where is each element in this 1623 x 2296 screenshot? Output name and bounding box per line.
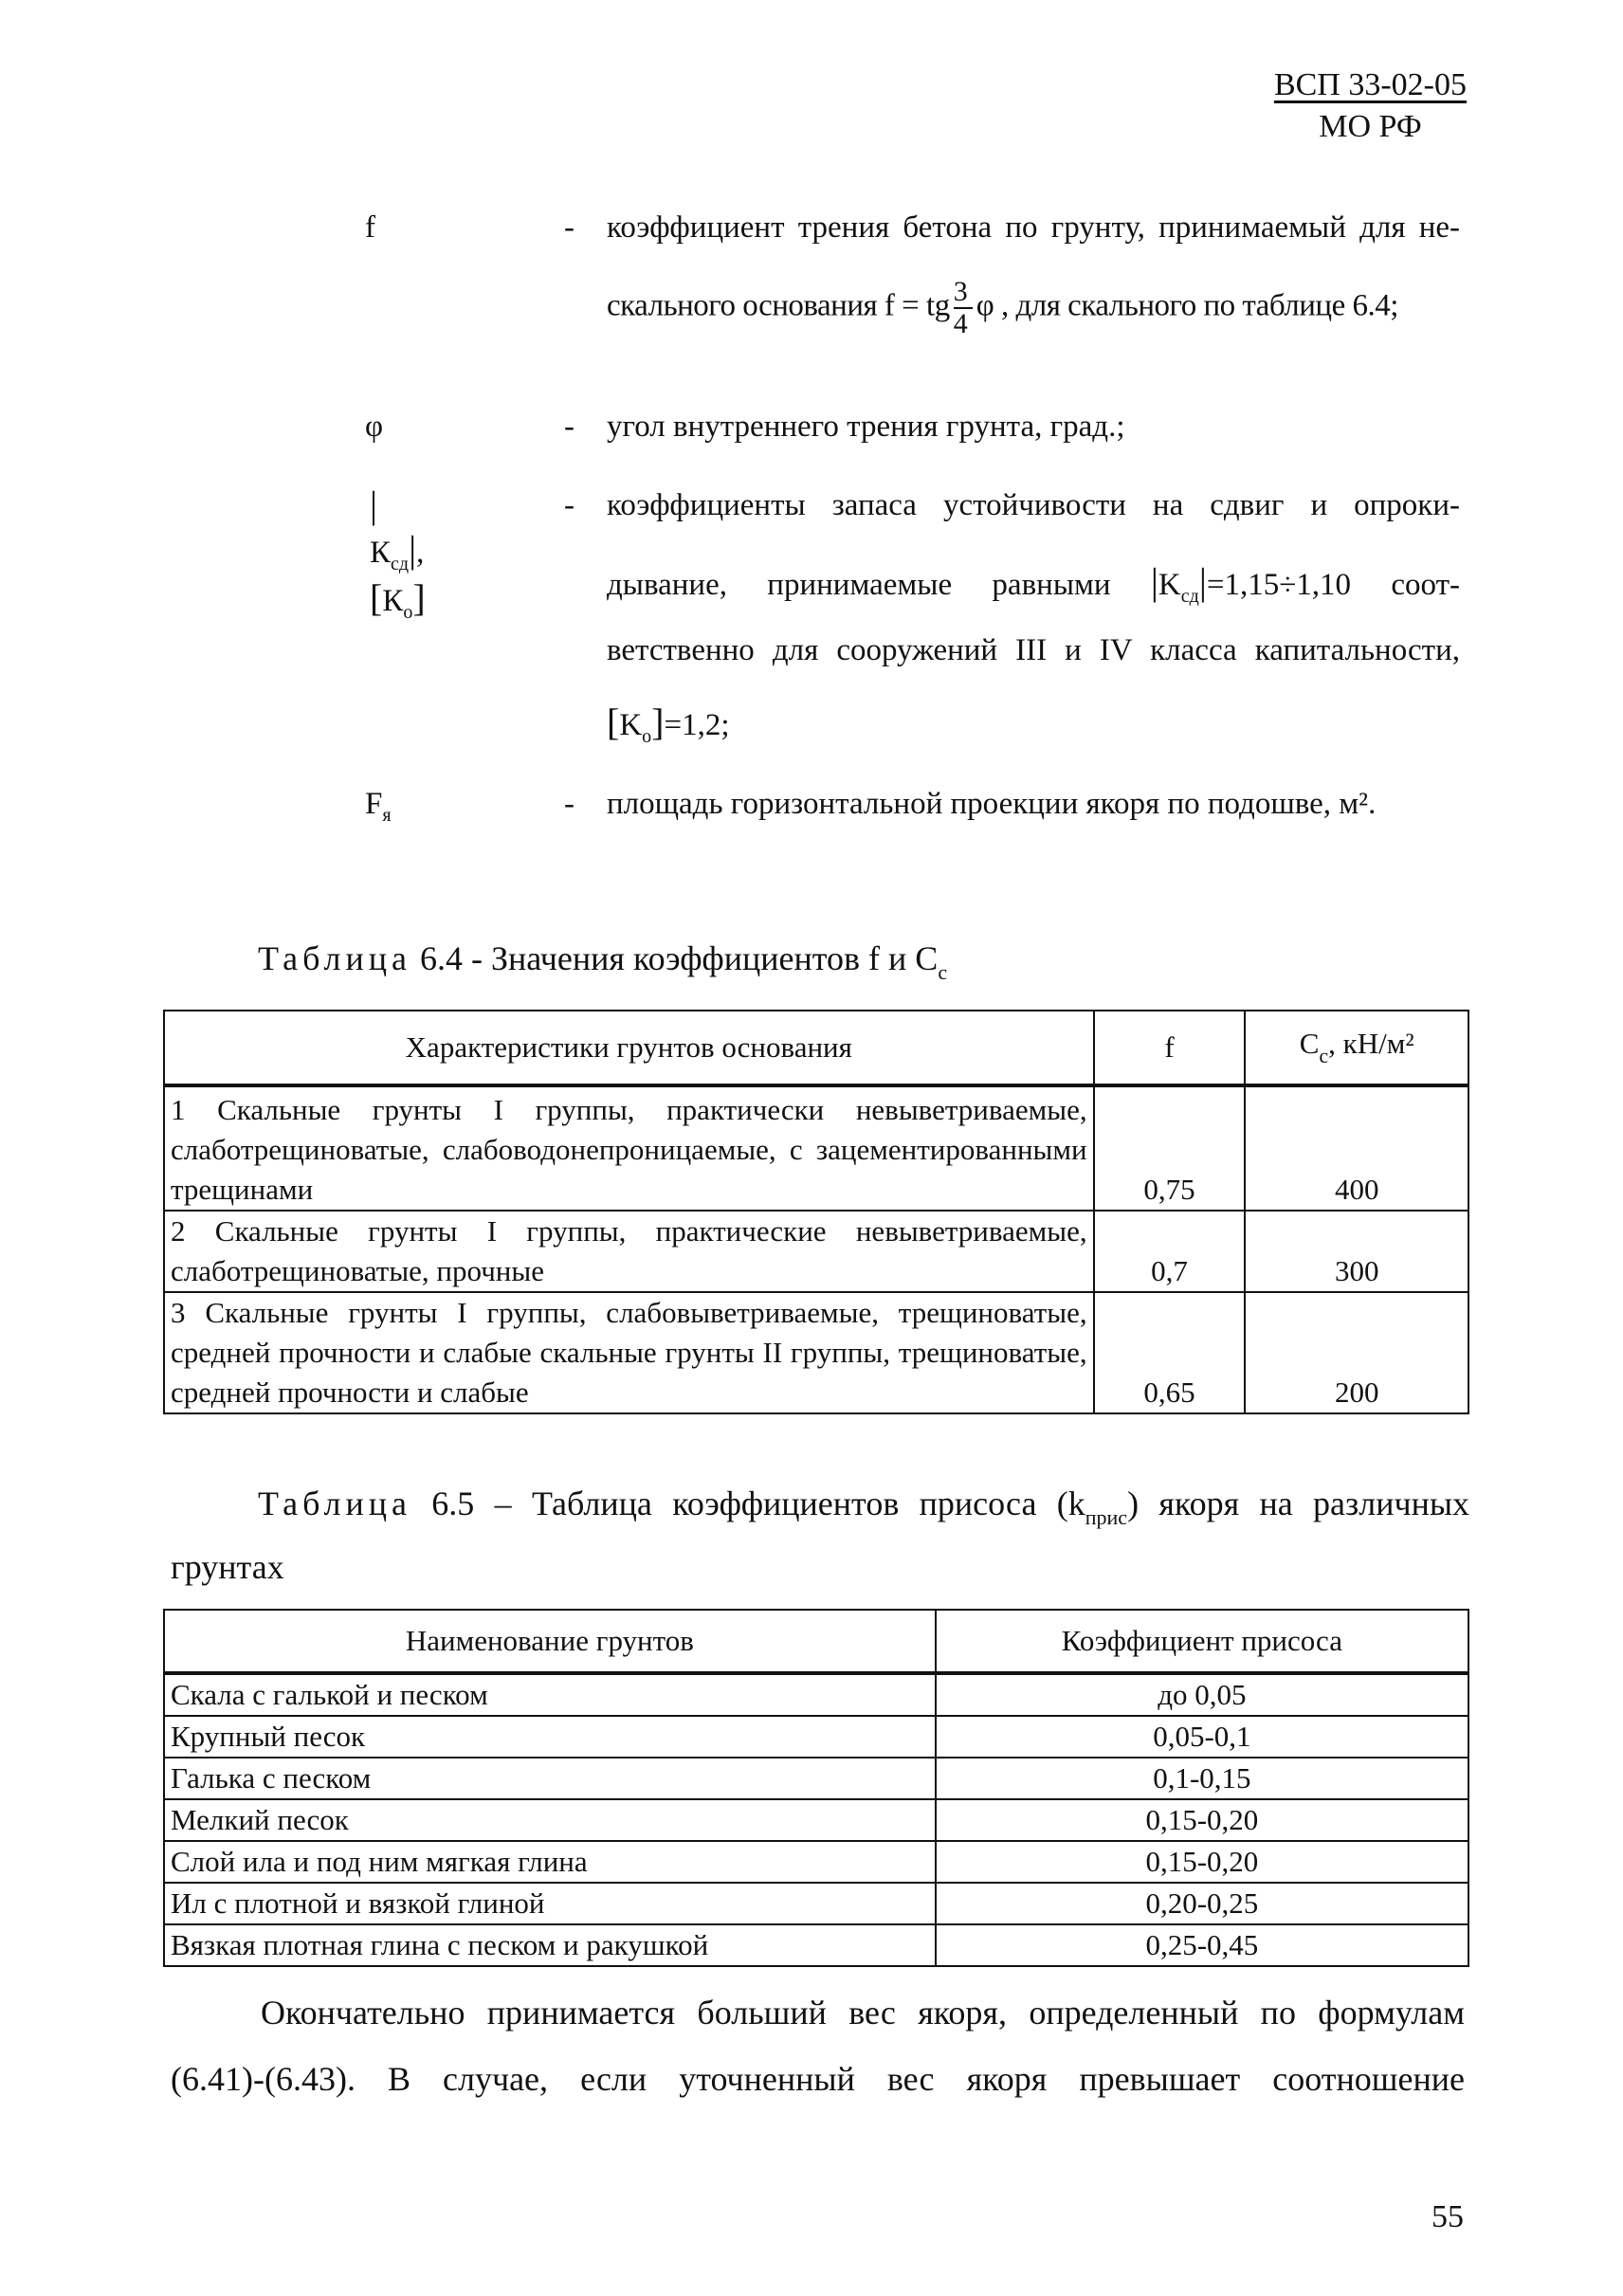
table1-cell-c: 300 bbox=[1245, 1211, 1468, 1292]
table-row: Скала с галькой и песком до 0,05 bbox=[164, 1673, 1468, 1716]
table1-cell-f: 0,65 bbox=[1094, 1292, 1246, 1413]
table1-cell-c: 200 bbox=[1245, 1292, 1468, 1413]
table1-cell-c: 400 bbox=[1245, 1085, 1468, 1211]
table-row bbox=[164, 1211, 1468, 1292]
document-page: ВСП 33-02-05 МО РФ f - коэффициент трения бетона по грунту, принимаемый для не- скального основания f = tg $\frac{3}{4}$ φ , для скального по таблице 6.4; φ - угол внутреннего трения грунта, град.; $|К_{сд}|,[К_о]$ - коэффициенты запаса устойчивости на сдвиг и опроки- дывание, принимаемые равными $|K_{сд}|=1,15\div 1,10$ соот- ветственно для сооружений III и IV класса капитальности, $[K_о]=1,2$; $F_я$ - площадь горизонтальной проекции якоря по подошве, м². Таблица 6.4 - Значения коэффициентов f и $С_с$ Характеристики грунтов основания f $С_с$, кН/м² 1 Скальные грунты I группы, практически невыветриваемые, слаботрещиноватые, слабоводонепроницаемые, с зацементированными трещинами 0,75 400 2 Скальные грунты I группы, практические невыветриваемые, слаботрещиноватые, прочные 0,7 300 3 Скальные грунты I группы, слабовыветриваемые, трещиноватые, средней прочности и слабые скальные грунты II группы, трещиноватые, средней прочности и слабые 0,65 200 Таблица 6.5 – Таблица коэффициентов присоса $(k_{прис})$ якоря на различных грунтах Наименование грунтов Коэффициент присоса Скала с галькой и песком до 0,05 Крупный песок 0,05-0,1 Галька с песком 0,1-0,15 Мелкий песок 0,15-0,20 Слой ила и под ним мягкая глина 0,15-0,20 Ил с плотной и вязкой глиной 0,20-0,25 Вязкая плотная глина с песком и ракушкой 0,25-0,45 Окончательно принимается больший вес якоря, определенный по формулам (6.41)-(6.43). В случае, если уточненный вес якоря превышает соотношение 55 bbox=[0, 0, 1623, 2296]
document-org: МО РФ bbox=[1319, 109, 1422, 144]
document-header bbox=[1274, 64, 1467, 148]
definition-formula: скального основания f = tg $\frac{3}{4}$ φ , для скального по таблице 6.4; bbox=[607, 276, 1398, 339]
table1-caption: Таблица 6.4 - Значения коэффициентов f и $С_с$ bbox=[258, 939, 948, 984]
table2-caption-line2: грунтах bbox=[171, 1548, 284, 1586]
table1-cell-f: 0,7 bbox=[1094, 1211, 1246, 1292]
table1-cell-desc: 2 Скальные грунты I группы, практические невыветриваемые, слаботрещиноватые, прочные bbox=[164, 1211, 1094, 1292]
table1-header-c: $С_с$, кН/м² bbox=[1245, 1011, 1468, 1085]
table-row bbox=[164, 1292, 1468, 1413]
definition-symbol: φ bbox=[365, 410, 384, 444]
table2-caption: Таблица 6.5 – Таблица коэффициентов присоса $(k_{прис})$ якоря на различных bbox=[258, 1485, 1470, 1529]
table-row: Мелкий песок 0,15-0,20 bbox=[164, 1799, 1468, 1841]
definition-text: $[K_о]=1,2$; bbox=[607, 701, 730, 747]
table-row: Крупный песок 0,05-0,1 bbox=[164, 1716, 1468, 1758]
table1-header-f: f bbox=[1094, 1011, 1246, 1085]
definition-text: угол внутреннего трения грунта, град.; bbox=[607, 410, 1125, 444]
table1 bbox=[163, 1010, 1469, 1414]
definition-symbol: f bbox=[365, 210, 375, 245]
definition-text: дывание, принимаемые равными $|K_{сд}|=1,15\div 1,10$ соот- bbox=[607, 560, 1461, 607]
table-row: Слой ила и под ним мягкая глина 0,15-0,20 bbox=[164, 1841, 1468, 1883]
definition-text: площадь горизонтальной проекции якоря по подошве, м². bbox=[607, 787, 1377, 821]
table-row bbox=[164, 1085, 1468, 1211]
table1-cell-desc: 3 Скальные грунты I группы, слабовыветриваемые, трещиноватые, средней прочности и слабые скальные грунты II группы, трещиноватые, средней прочности и слабые bbox=[164, 1292, 1094, 1413]
table1-cell-desc: 1 Скальные грунты I группы, практически невыветриваемые, слаботрещиноватые, слабоводонепроницаемые, с зацементированными трещинами bbox=[164, 1085, 1094, 1211]
body-paragraph: Окончательно принимается больший вес якоря, определенный по формулам (6.41)-(6.43). В случае, если уточненный вес якоря превышает соотношение bbox=[171, 1994, 1465, 2098]
definition-text: ветственно для сооружений III и IV класса капитальности, bbox=[607, 633, 1460, 667]
table2 bbox=[163, 1609, 1469, 1967]
definition-symbol: $|К_{сд}|,[К_о]$ bbox=[370, 483, 426, 623]
table2-header-coefficient: Коэффициент присоса bbox=[936, 1610, 1468, 1673]
table-row: Ил с плотной и вязкой глиной 0,20-0,25 bbox=[164, 1883, 1468, 1924]
definition-text: коэффициенты запаса устойчивости на сдвиг и опроки- bbox=[607, 488, 1460, 522]
page-number: 55 bbox=[1432, 2199, 1464, 2234]
table1-cell-f: 0,75 bbox=[1094, 1085, 1246, 1211]
table-row: Галька с песком 0,1-0,15 bbox=[164, 1758, 1468, 1799]
table-row: Вязкая плотная глина с песком и ракушкой 0,25-0,45 bbox=[164, 1924, 1468, 1966]
definition-text: коэффициент трения бетона по грунту, принимаемый для не- bbox=[607, 210, 1460, 245]
fraction: $\frac{3}{4}$ bbox=[954, 277, 973, 339]
table2-header-soil: Наименование грунтов bbox=[164, 1610, 936, 1673]
definition-symbol: $F_я$ bbox=[365, 787, 392, 826]
document-code: ВСП 33-02-05 bbox=[1273, 67, 1467, 102]
table1-header-characteristics: Характеристики грунтов основания bbox=[164, 1011, 1094, 1085]
